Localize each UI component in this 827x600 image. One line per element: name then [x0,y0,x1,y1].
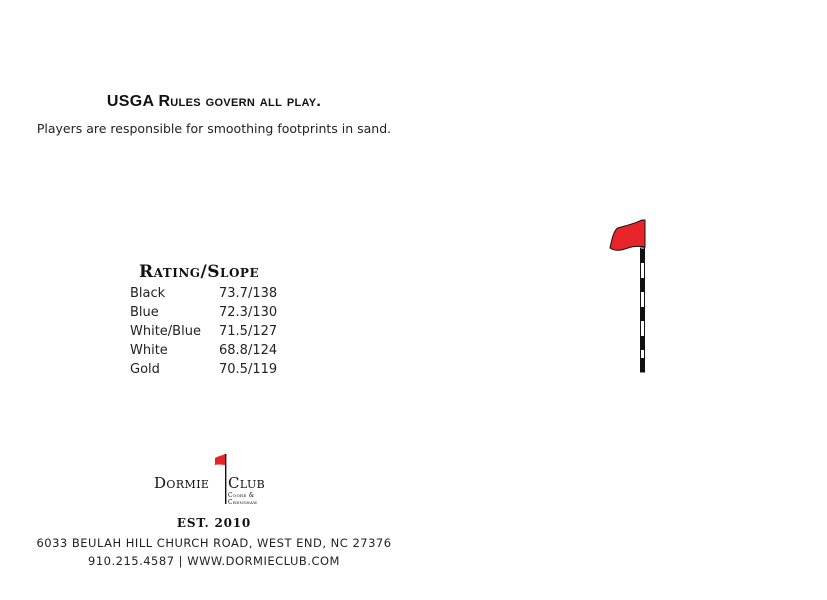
logo-flag-icon [212,452,228,506]
tee-name: White/Blue [130,324,201,339]
rating-value: 71.5/127 [219,324,278,339]
rating-table [130,284,289,379]
club-address: 6033 BEULAH HILL CHURCH ROAD, WEST END, NC 27376 [36,536,392,550]
tee-name: Black [130,286,166,301]
rating-row-black [130,284,289,303]
pin-flag-icon [606,218,650,378]
logo-word-dormie: Dormie [154,474,210,492]
tee-name: White [130,343,168,358]
rating-row-white [130,341,289,360]
tee-name: Blue [130,305,159,320]
rating-value: 73.7/138 [219,286,278,301]
rules-note: Players are responsible for smoothing footprints in sand. [36,121,392,136]
rating-value: 72.3/130 [219,305,278,320]
rating-row-gold [130,360,289,379]
rating-row-white-blue [130,322,289,341]
logo-subtitle: Coore & Crenshaw [228,492,258,506]
club-contact: 910.215.4587 | WWW.DORMIECLUB.COM [88,554,340,568]
logo-word-club: Club [228,474,266,492]
rating-slope-title: Rating/Slope [139,262,260,282]
tee-name: Gold [130,362,160,377]
established-year: EST. 2010 [176,516,252,530]
rules-title: USGA Rules govern all play. [106,93,322,110]
pin-flag-cloth [610,220,645,250]
rating-value: 68.8/124 [219,343,278,358]
rating-value: 70.5/119 [219,362,278,377]
rating-row-blue [130,303,289,322]
dormie-club-logo [150,452,280,512]
